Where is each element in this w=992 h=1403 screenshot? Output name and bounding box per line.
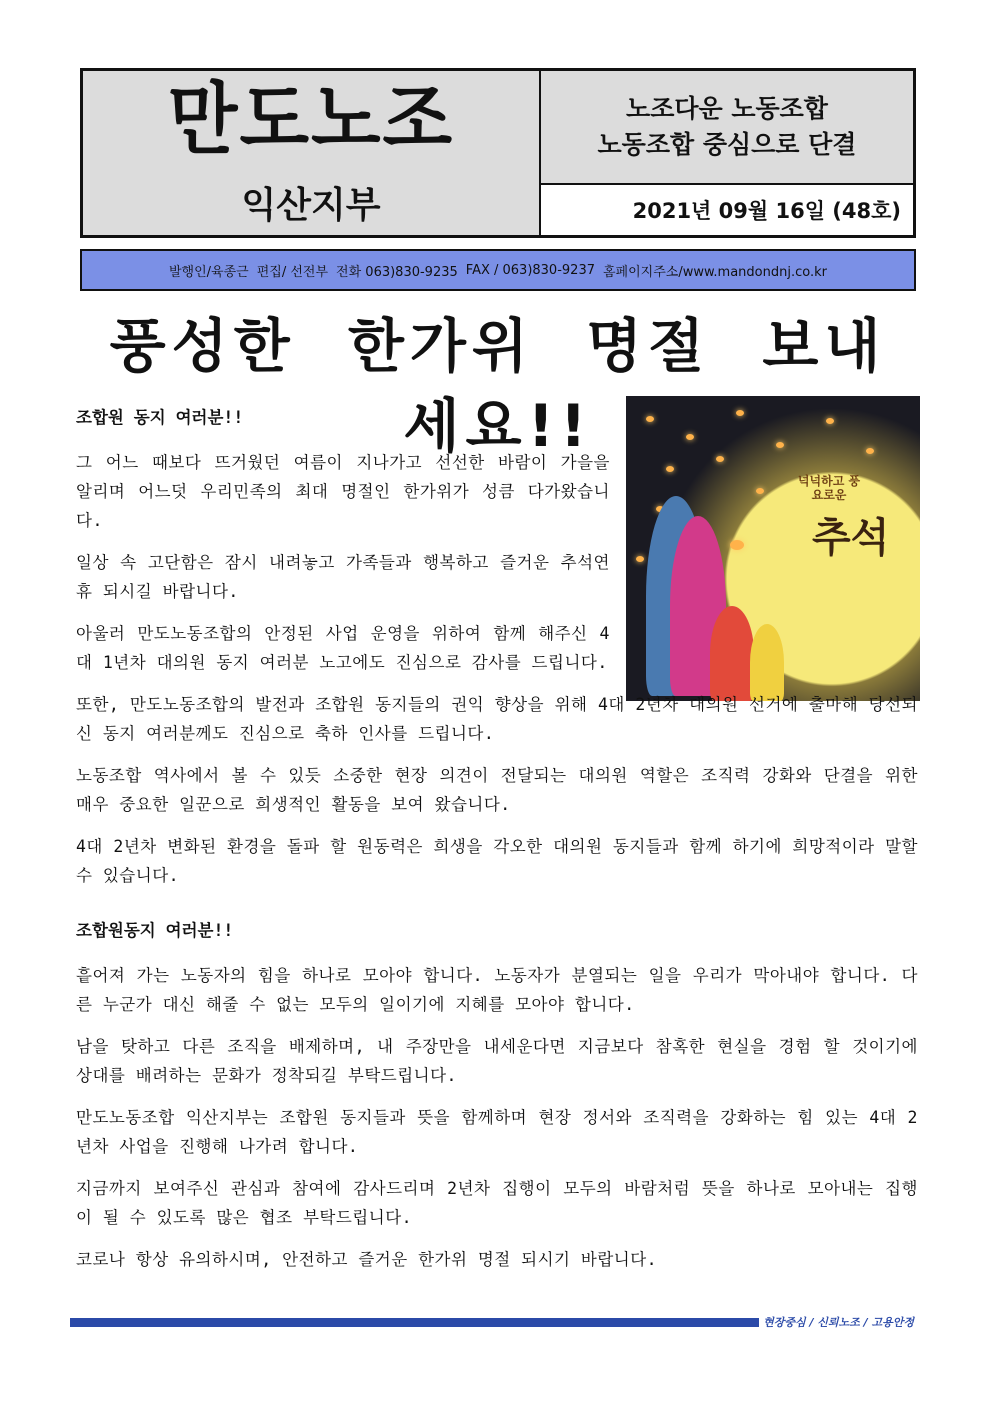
publication-info-bar bbox=[80, 249, 916, 291]
headline: 풍성한 한가위 명절 보내세요!! bbox=[109, 312, 887, 460]
illustration-caption-small: 넉넉하고 풍요로운 bbox=[797, 474, 861, 502]
editor: 편집/ 선전부 bbox=[256, 264, 329, 280]
illustration-caption-large: 추석 bbox=[812, 515, 890, 561]
slogan bbox=[541, 71, 913, 185]
publisher: 발행인/육종근 bbox=[169, 264, 249, 280]
paragraph-11: 코로나 항상 유의하시며, 안전하고 즐거운 한가위 명절 되시기 바랍니다. bbox=[76, 1250, 658, 1269]
branch-title: 익산지부 bbox=[241, 184, 381, 226]
paragraph-8: 남을 탓하고 다른 조직을 배제하며, 내 주장만을 내세운다면 지금보다 참혹한 현실을 경험 할 것이기에 상대를 배려하는 문화가 정착되길 부탁드립니다. bbox=[76, 1037, 918, 1085]
paragraph-5: 노동조합 역사에서 볼 수 있듯 소중한 현장 의견이 전달되는 대의원 역할은 조직력 강화와 단결을 위한 매우 중요한 일꾼으로 희생적인 활동을 보여 왔습니다. bbox=[76, 766, 918, 814]
paragraph-6: 4대 2년차 변화된 환경을 돌파 할 원동력은 희생을 각오한 대의원 동지들과 함께 하기에 희망적이라 말할 수 있습니다. bbox=[76, 837, 918, 885]
slogan-line-1: 노조다운 노동조합 bbox=[626, 94, 828, 123]
issue-date: 2021년 09월 16일 (48호) bbox=[541, 185, 913, 235]
paragraph-4: 또한, 만도노동조합의 발전과 조합원 동지들의 권익 향상을 위해 4대 2년차 대의원 선거에 출마해 당선되신 동지 여러분께도 진심으로 축하 인사를 드립니다. bbox=[76, 695, 918, 743]
paragraph-9: 만도노동조합 익산지부는 조합원 동지들과 뜻을 함께하며 현장 정서와 조직력을 강화하는 힘 있는 4대 2년차 사업을 진행해 나가려 합니다. bbox=[76, 1108, 918, 1156]
phone: 전화 063)830-9235 bbox=[336, 264, 458, 280]
greeting-heading-1: 조합원 동지 여러분!! bbox=[76, 408, 244, 427]
slogan-line-2: 노동조합 중심으로 단결 bbox=[597, 130, 857, 159]
union-title: 만도노조 bbox=[167, 73, 455, 164]
paragraph-10: 지금까지 보여주신 관심과 참여에 감사드리며 2년차 집행이 모두의 바람처럼 뜻을 하나로 모아내는 집행이 될 수 있도록 많은 협조 부탁드립니다. bbox=[76, 1179, 918, 1227]
masthead-title-block bbox=[83, 71, 541, 235]
article-body bbox=[76, 403, 918, 1287]
footer-tagline: 현장중심 / 신뢰노조 / 고용안정 bbox=[759, 1314, 918, 1330]
paragraph-2: 일상 속 고단함은 잠시 내려놓고 가족들과 행복하고 즐거운 추석연휴 되시길 바랍니다. bbox=[76, 553, 610, 601]
fax: FAX / 063)830-9237 bbox=[465, 262, 595, 278]
paragraph-3: 아울러 만도노동조합의 안정된 사업 운영을 위하여 함께 해주신 4대 1년차 대의원 동지 여러분 노고에도 진심으로 감사를 드립니다. bbox=[76, 624, 610, 672]
masthead-info-block bbox=[541, 71, 913, 235]
masthead bbox=[80, 68, 916, 238]
paragraph-7: 흩어져 가는 노동자의 힘을 하나로 모아야 합니다. 노동자가 분열되는 일을 우리가 막아내야 합니다. 다른 누군가 대신 해줄 수 없는 모두의 일이기에 지혜를 모아야 합니다. bbox=[76, 966, 918, 1014]
paragraph-1: 그 어느 때보다 뜨거웠던 여름이 지나가고 선선한 바람이 가을을 알리며 어느덧 우리민족의 최대 명절인 한가위가 성큼 다가왔습니다. bbox=[76, 453, 610, 530]
greeting-heading-2: 조합원동지 여러분!! bbox=[76, 921, 234, 940]
homepage-link[interactable]: 홈페이지주소/www.mandondnj.co.kr bbox=[602, 264, 827, 280]
